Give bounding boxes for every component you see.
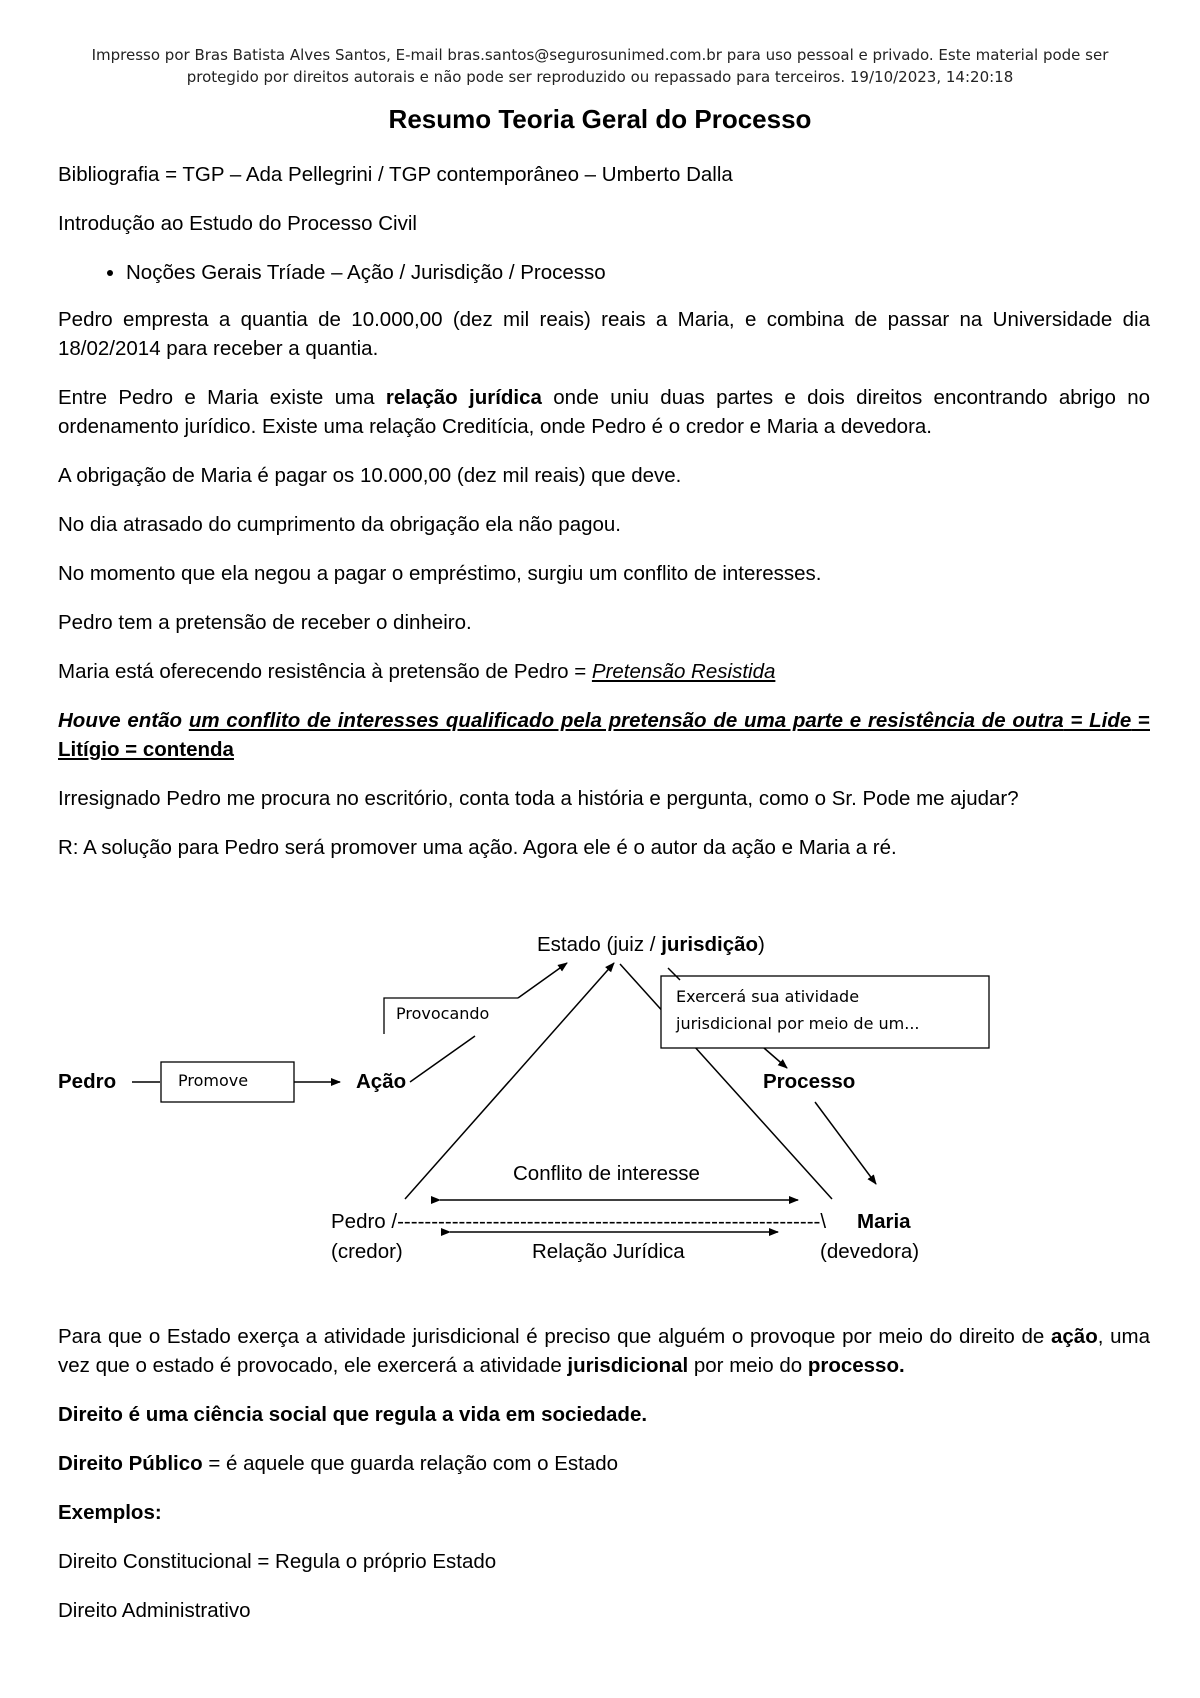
- page-title: Resumo Teoria Geral do Processo: [388, 104, 812, 134]
- maria-label: Maria: [857, 1210, 911, 1233]
- acao-connector: [410, 1036, 475, 1082]
- processo-label: Processo: [763, 1070, 856, 1093]
- paragraph-law-definition: Direito é uma ciência social que regula a vida em sociedade.: [58, 1403, 648, 1426]
- conflito-label: Conflito de interesse: [513, 1162, 700, 1185]
- exercera-line-1: Exercerá sua atividade: [676, 987, 860, 1006]
- paragraph-late: No dia atrasado do cumprimento da obrigação ela não pagou.: [58, 513, 621, 536]
- provocando-label: Provocando: [396, 1004, 490, 1023]
- credor-label: (credor): [331, 1240, 403, 1263]
- provocando-arrow: [518, 963, 567, 998]
- paragraph-legal-relation: Entre Pedro e Maria existe uma relação jurídica onde uniu duas partes e dois direitos encontrando abrigo no ordenamento jurídico. Existe uma relação Creditícia, onde Pedro é o credor e Maria a devedora.: [58, 386, 1151, 438]
- document-body-continued: [58, 1322, 1150, 1645]
- devedora-label: (devedora): [820, 1240, 920, 1263]
- paragraph-obligation: A obrigação de Maria é pagar os 10.000,00 (dez mil reais) que deve.: [58, 464, 682, 487]
- print-notice: [40, 44, 1160, 88]
- legal-relation-term: relação jurídica: [385, 386, 542, 409]
- jurisdiction-diagram: [0, 884, 1092, 1263]
- example-constitutional: Direito Constitucional = Regula o próprio Estado: [58, 1550, 497, 1573]
- estado-label: Estado (juiz / jurisdição): [537, 933, 765, 956]
- paragraph-conflict: No momento que ela negou a pagar o empréstimo, surgiu um conflito de interesses.: [58, 562, 822, 585]
- paragraph-resistance: Maria está oferecendo resistência à pretensão de Pedro = Pretensão Resistida: [58, 660, 776, 683]
- paragraph-public-law: Direito Público = é aquele que guarda relação com o Estado: [58, 1452, 619, 1475]
- relacao-label: Relação Jurídica: [532, 1240, 685, 1263]
- print-notice-line-2: protegido por direitos autorais e não pode ser reproduzido ou repassado para terceiros. 19/10/2023, 14:20:18: [186, 68, 1014, 86]
- bibliography: Bibliografia = TGP – Ada Pellegrini / TGP contemporâneo – Umberto Dalla: [58, 163, 733, 186]
- promove-label: Promove: [178, 1071, 249, 1090]
- exercera-line-2: jurisdicional por meio de um...: [676, 1014, 920, 1033]
- bullet-list: [58, 258, 1150, 287]
- paragraph-answer: R: A solução para Pedro será promover uma ação. Agora ele é o autor da ação e Maria a ré.: [58, 836, 897, 859]
- exercera-arrow: [764, 1048, 787, 1068]
- paragraph-loan: Pedro empresta a quantia de 10.000,00 (dez mil reais) reais a Maria, e combina de passar na Universidade dia 18/02/2014 para receber a quantia.: [58, 308, 1150, 360]
- bullet-item: • Noções Gerais Tríade – Ação / Jurisdição / Processo: [126, 258, 1150, 287]
- intro-heading: Introdução ao Estudo do Processo Civil: [58, 212, 417, 235]
- paragraph-lide: Houve então um conflito de interesses qualificado pela pretensão de uma parte e resistência de outra = Lide = Litígio = contenda: [58, 709, 1150, 761]
- paragraph-state: Para que o Estado exerça a atividade jurisdicional é preciso que alguém o provoque por meio do direito de ação, uma vez que o estado é provocado, ele exercerá a atividade jurisdicional por meio do processo.: [58, 1325, 1150, 1377]
- acao-label: Ação: [356, 1070, 407, 1093]
- example-administrative: Direito Administrativo: [58, 1599, 251, 1622]
- document-body: [58, 160, 1151, 1263]
- paragraph-client: Irresignado Pedro me procura no escritório, conta toda a história e pergunta, como o Sr. Pode me ajudar?: [58, 787, 1019, 810]
- print-notice-line-1: Impresso por Bras Batista Alves Santos, E-mail bras.santos@segurosunimed.com.br para uso pessoal e privado. Este material pode ser: [91, 46, 1109, 64]
- examples-heading: Exemplos:: [58, 1501, 162, 1524]
- pedro-relation-line: Pedro /--------------------------------------------------------------\: [331, 1210, 827, 1233]
- processo-arrow: [815, 1102, 876, 1184]
- paragraph-pretension: Pedro tem a pretensão de receber o dinheiro.: [58, 611, 472, 634]
- pedro-label: Pedro: [58, 1070, 117, 1093]
- resisted-pretension-term: Pretensão Resistida: [591, 660, 776, 683]
